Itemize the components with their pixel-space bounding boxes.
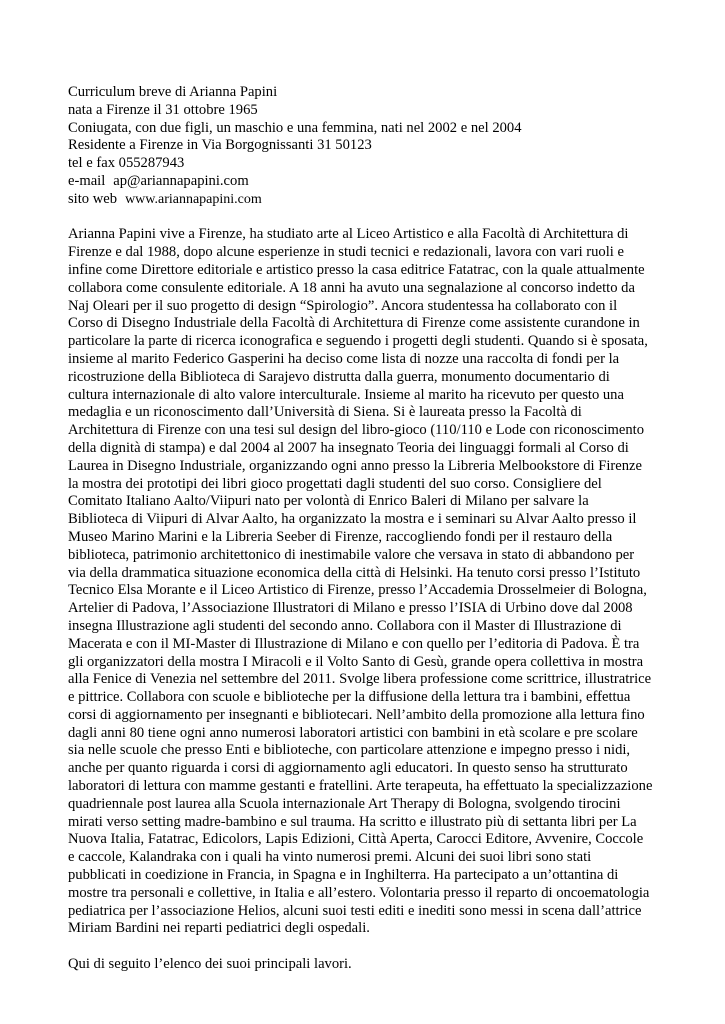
residence-info: Residente a Firenze in Via Borgognissanti 31 50123 [68, 137, 372, 154]
paragraph-line: e caccole, Kalandraka con i quali ha vinto numerosi premi. Alcuni dei suoi libri sono stati [68, 849, 592, 866]
paragraph-line: cultura internazionale di alto valore interculturale. Insieme al marito ha ricevuto per questo una [68, 386, 624, 403]
paragraph-line: e pittrice. Collabora con scuole e biblioteche per la diffusione della lettura tra i bambini, effettua [68, 689, 631, 706]
paragraph-line: Biblioteca di Viipuri di Alvar Aalto, ha organizzato la mostra e i seminari su Alvar Aalto presso il [68, 511, 637, 528]
paragraph-line: medaglia e un riconoscimento dall’Università di Siena. Si è laureata presso la Facoltà di [68, 404, 582, 421]
paragraph-line: Macerata e con il MI-Master di Illustrazione di Milano e con quello per l’editoria di Padova. È tra [68, 635, 640, 652]
paragraph-line: Firenze e dal 1988, dopo alcune esperienze in studi tecnici e redazionali, lavora con vari ruoli e [68, 244, 624, 261]
paragraph-line: Miriam Bardini nei reparti pediatrici degli ospedali. [68, 920, 370, 937]
paragraph-line: infine come Direttore editoriale e artistico presso la casa editrice Fatatrac, con la quale attualmente [68, 261, 645, 278]
paragraph-line: Naj Oleari per il suo progetto di design “Spirologio”. Ancora studentessa ha collaborato con il [68, 297, 618, 314]
paragraph-line: Corso di Disegno Industriale della Facoltà di Architettura di Firenze come assistente curandone in [68, 315, 640, 332]
paragraph-line: insieme al marito Federico Gasperini ha deciso come lista di nozze una raccolta di fondi per la [68, 350, 620, 367]
paragraph-line: collabora come consulente editoriale. A 18 anni ha avuto una segnalazione al concorso indetto da [68, 279, 635, 296]
biography-paragraph [68, 226, 668, 938]
paragraph-line: anche per quanto riguarda i corsi di aggiornamento agli educatori. In questo senso ha strutturato [68, 760, 628, 777]
paragraph-line: pediatrica per l’associazione Helios, alcuni suoi testi editi e inediti sono messi in scena dall’attrice [68, 902, 642, 919]
website-line [68, 191, 668, 209]
paragraph-line: dagli anni 80 tiene ogni anno numerosi laboratori artistici con bambini in età scolare e pre scolare [68, 724, 638, 741]
paragraph-line: la mostra dei prototipi dei libri gioco progettati dagli studenti del suo corso. Consigliere del [68, 475, 602, 492]
paragraph-line: alla Fenice di Venezia nel settembre del 2011. Svolge libera professione come scrittrice, illustratrice [68, 671, 652, 688]
paragraph-line: corsi di aggiornamento per insegnanti e bibliotecari. Nell’ambito della promozione alla lettura fino [68, 706, 645, 723]
birth-info: nata a Firenze il 31 ottobre 1965 [68, 101, 258, 118]
email-line [68, 173, 668, 191]
paragraph-line: sia nelle scuole che presso Enti e biblioteche, con particolare attenzione e impegno presso i nidi, [68, 742, 631, 759]
document-title: Curriculum breve di Arianna Papini [68, 84, 278, 100]
paragraph-line: laboratori di lettura con mamme gestanti e fratellini. Arte terapeuta, ha effettuato la specializzazione [68, 778, 653, 795]
closing-sentence: Qui di seguito l’elenco dei suoi principali lavori. [68, 956, 352, 973]
paragraph-line: pubblicati in coedizione in Francia, in Spagna e in Inghilterra. Ha partecipato a un’ottantina di [68, 867, 619, 884]
paragraph-line: Arianna Papini vive a Firenze, ha studiato arte al Liceo Artistico e alla Facoltà di Architettura di [68, 226, 629, 243]
email-address: ap@ariannapapini.com [113, 172, 249, 189]
paragraph-line: particolare la parte di ricerca iconografica e seguendo i progetti degli studenti. Quando si è sposata, [68, 333, 648, 350]
family-info: Coniugata, con due figli, un maschio e una femmina, nati nel 2002 e nel 2004 [68, 119, 522, 136]
paragraph-line: gli organizzatori della mostra I Miracoli e il Volto Santo di Gesù, grande opera collettiva in mostra [68, 653, 644, 670]
paragraph-line: Museo Marino Marini e la Libreria Seeber di Firenze, raccogliendo fondi per il restauro della [68, 528, 613, 545]
paragraph-line: quadriennale post laurea alla Scuola internazionale Art Therapy di Bologna, svolgendo tirocini [68, 795, 621, 812]
website-label: sito web [68, 190, 118, 207]
phone-info: tel e fax 055287943 [68, 155, 185, 172]
paragraph-line: biblioteca, patrimonio architettonico di inestimabile valore che versava in stato di abbandono per [68, 546, 635, 563]
paragraph-line: Laurea in Disegno Industriale, organizzando ogni anno presso la Libreria Melbookstore di Firenze [68, 457, 642, 474]
paragraph-line: insegna Illustrazione agli studenti del secondo anno. Collabora con il Master di Illustrazione di [68, 617, 622, 634]
paragraph-line: ricostruzione della Biblioteca di Sarajevo distrutta dalla guerra, monumento documentario di [68, 368, 610, 385]
paragraph-line: mostre tra personali e collettive, in Italia e all’estero. Volontaria presso il reparto di oncoematologia [68, 884, 650, 901]
website-url: www.ariannapapini.com [125, 191, 262, 207]
paragraph-line: della dignità di stampa) e dal 2004 al 2007 ha insegnato Teoria dei linguaggi formali al Corso di [68, 439, 629, 456]
paragraph-line: Comitato Italiano Aalto/Viipuri nato per volontà di Enrico Baleri di Milano per salvare la [68, 493, 589, 510]
paragraph-line: Nuova Italia, Fatatrac, Edicolors, Lapis Edizioni, Città Aperta, Carocci Editore, Avvenire, Coccole [68, 831, 644, 848]
contact-header [68, 84, 668, 209]
paragraph-line: Tecnico Elsa Morante e il Liceo Artistico di Firenze, presso l’Accademia Drosselmeier di Bologna, [68, 582, 647, 599]
email-label: e-mail [68, 172, 106, 189]
paragraph-line: Architettura di Firenze con una tesi sul design del libro-gioco (110/110 e Lode con riconoscimento [68, 422, 645, 439]
paragraph-line: mirati verso setting madre-bambino e sul trauma. Ha scritto e illustrato più di settanta libri per La [68, 813, 637, 830]
paragraph-line: via della drammatica situazione economica della città di Helsinki. Ha tenuto corsi presso l’Istituto [68, 564, 641, 581]
document-page [68, 84, 668, 974]
paragraph-line: Artelier di Padova, l’Associazione Illustratori di Milano e presso l’ISIA di Urbino dove dal 2008 [68, 600, 633, 617]
